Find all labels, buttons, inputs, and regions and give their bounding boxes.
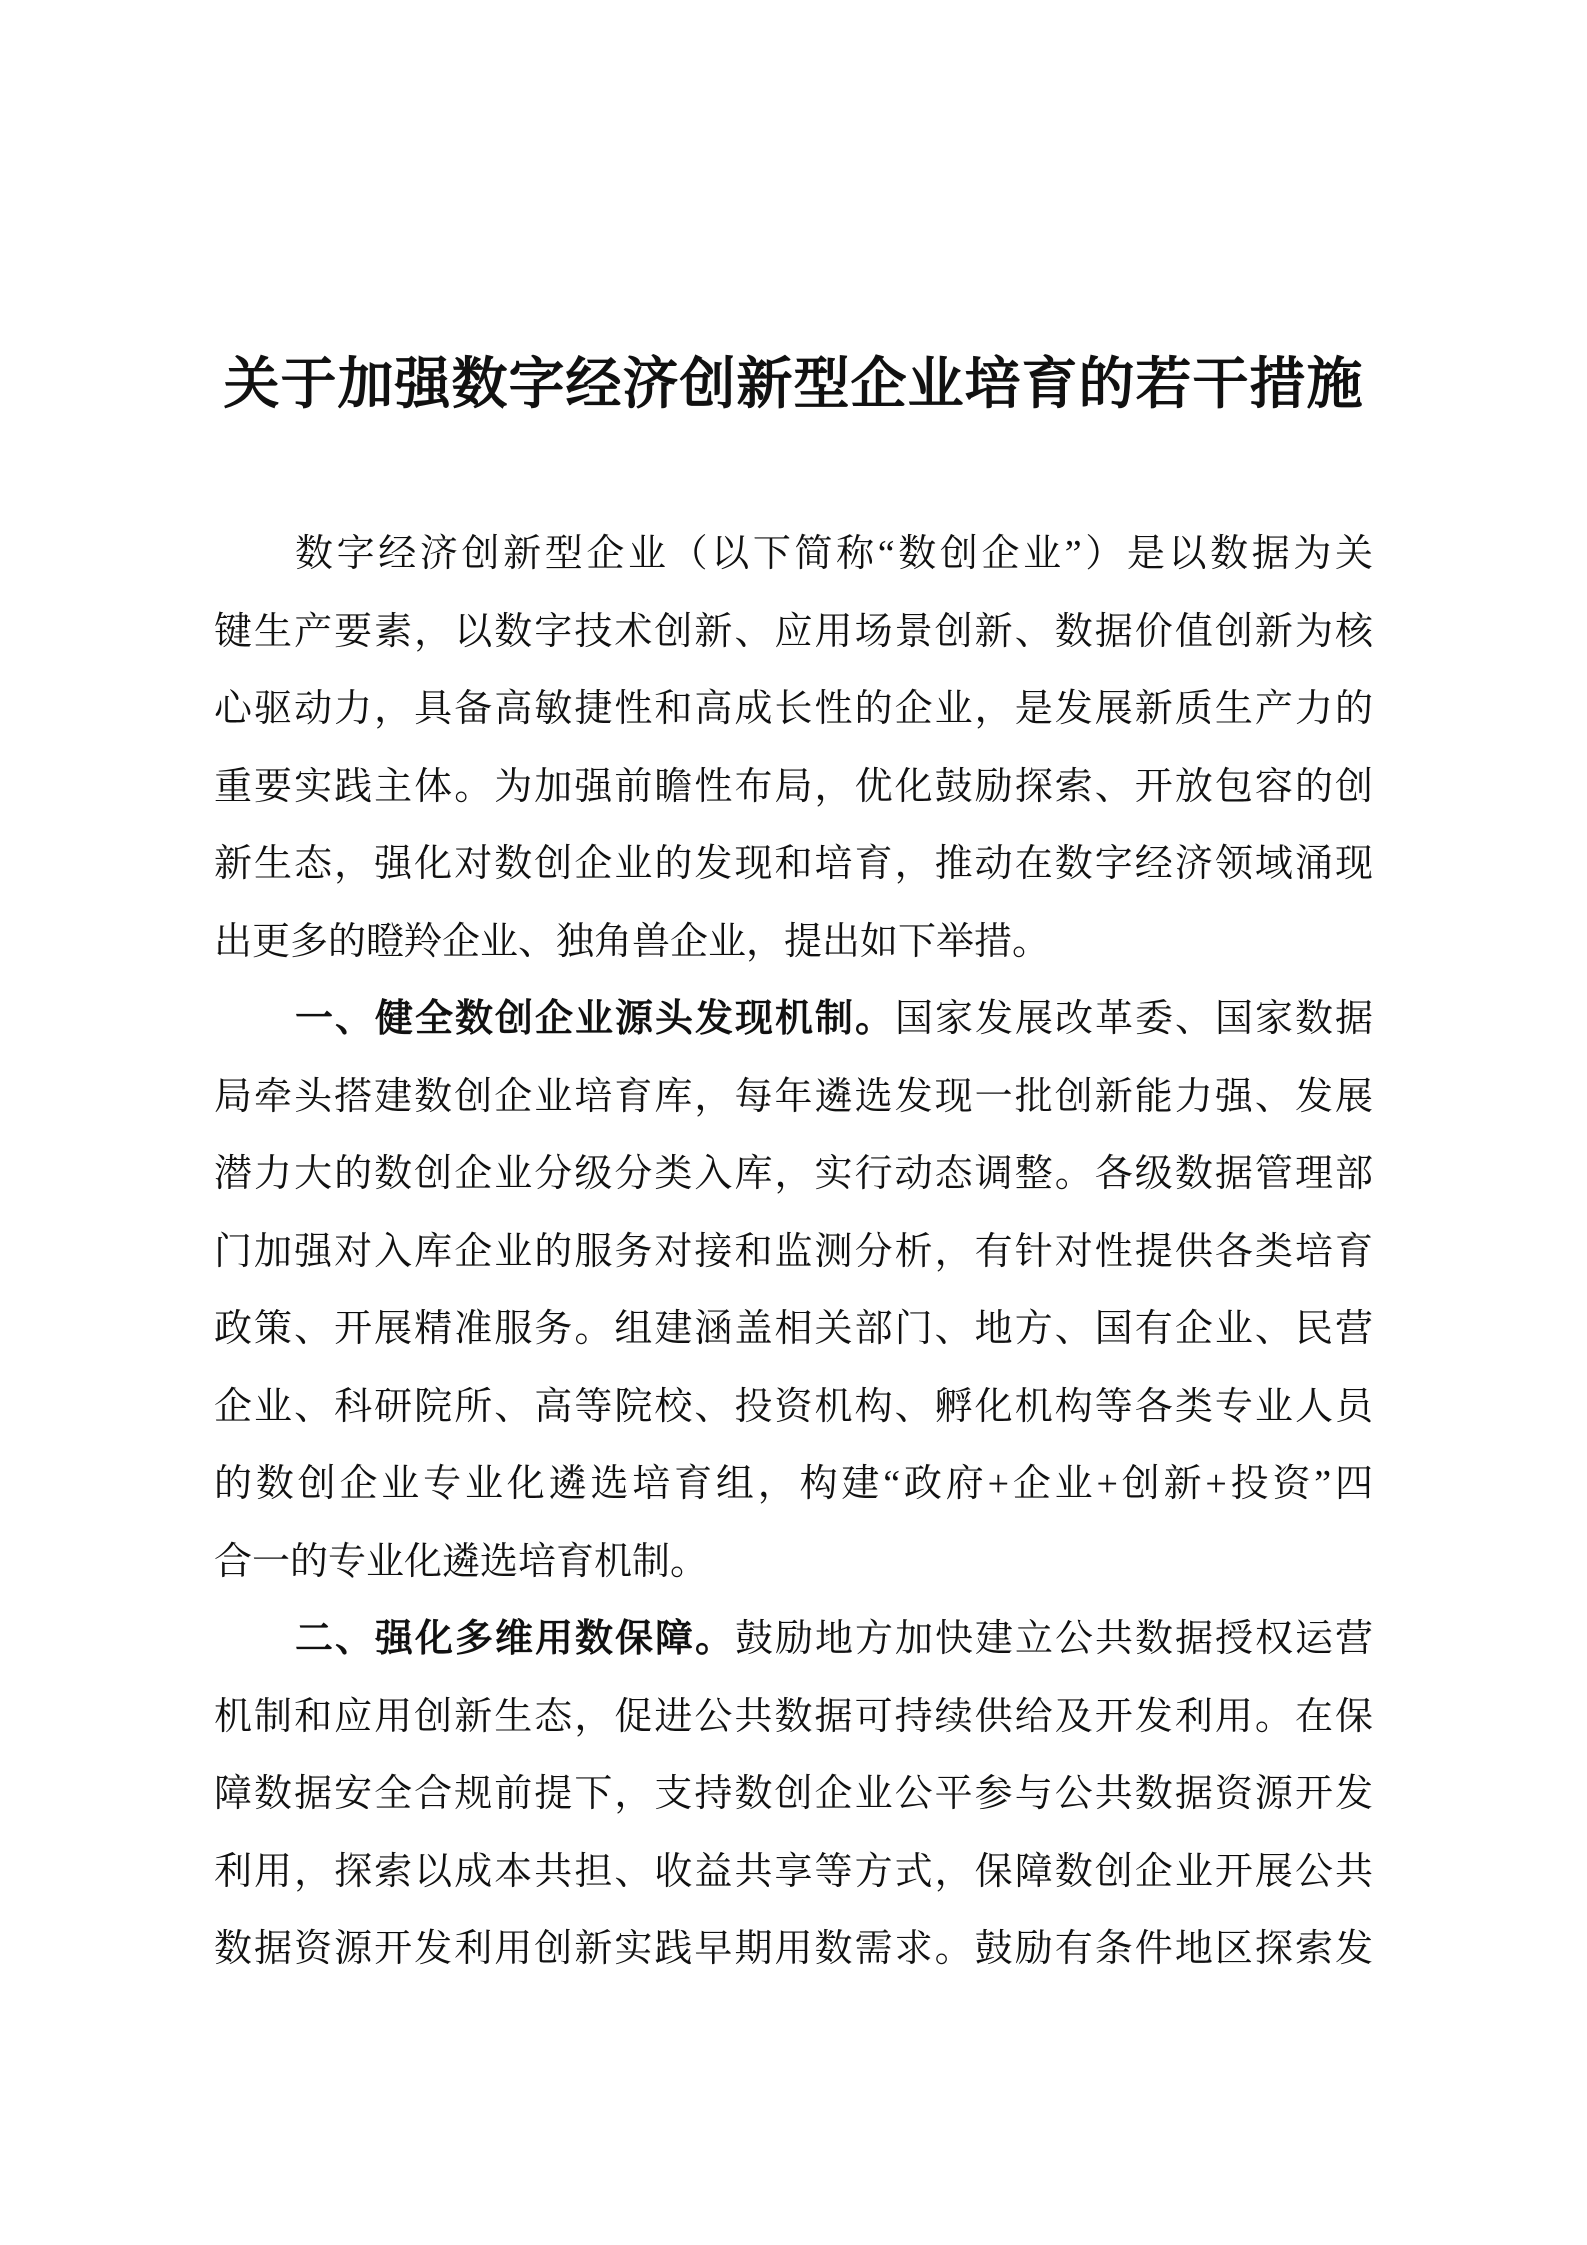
text-line: 重要实践主体。为加强前瞻性布局，优化鼓励探索、开放包容的创 <box>214 765 1373 808</box>
text-line: 一、健全数创企业源头发现机制。国家发展改革委、国家数据 <box>295 998 1373 1040</box>
text-line: 的数创企业专业化遴选培育组，构建“政府+企业+创新+投资”四 <box>214 1463 1373 1505</box>
text-line: 利用，探索以成本共担、收益共享等方式，保障数创企业开展公共 <box>214 1850 1373 1893</box>
text-line: 出更多的瞪羚企业、独角兽企业，提出如下举措。 <box>214 920 1051 963</box>
text-line: 数字经济创新型企业（以下简称“数创企业”）是以数据为关 <box>295 533 1373 575</box>
section-heading: 二、强化多维用数保障。 <box>295 1618 735 1660</box>
document-title: 关于加强数字经济创新型企业培育的若干措施 <box>223 354 1364 416</box>
text-line: 键生产要素，以数字技术创新、应用场景创新、数据价值创新为核 <box>214 610 1373 653</box>
text-line: 门加强对入库企业的服务对接和监测分析，有针对性提供各类培育 <box>214 1230 1373 1273</box>
text-line: 政策、开展精准服务。组建涵盖相关部门、地方、国有企业、民营 <box>214 1308 1373 1350</box>
text-line: 二、强化多维用数保障。鼓励地方加快建立公共数据授权运营 <box>295 1618 1373 1660</box>
section-heading: 一、健全数创企业源头发现机制。 <box>295 998 895 1040</box>
text-line: 合一的专业化遴选培育机制。 <box>214 1540 709 1583</box>
text-line: 局牵头搭建数创企业培育库，每年遴选发现一批创新能力强、发展 <box>214 1075 1373 1118</box>
text-line: 数据资源开发利用创新实践早期用数需求。鼓励有条件地区探索发 <box>214 1928 1373 1970</box>
text-line: 心驱动力，具备高敏捷性和高成长性的企业，是发展新质生产力的 <box>214 688 1373 730</box>
text-line: 障数据安全合规前提下，支持数创企业公平参与公共数据资源开发 <box>214 1773 1373 1815</box>
document-body <box>214 516 1373 1989</box>
text-line: 企业、科研院所、高等院校、投资机构、孵化机构等各类专业人员 <box>214 1385 1373 1428</box>
text-line: 机制和应用创新生态，促进公共数据可持续供给及开发利用。在保 <box>214 1695 1373 1738</box>
text-line: 潜力大的数创企业分级分类入库，实行动态调整。各级数据管理部 <box>214 1153 1373 1195</box>
text-line: 新生态，强化对数创企业的发现和培育，推动在数字经济领域涌现 <box>214 843 1373 885</box>
